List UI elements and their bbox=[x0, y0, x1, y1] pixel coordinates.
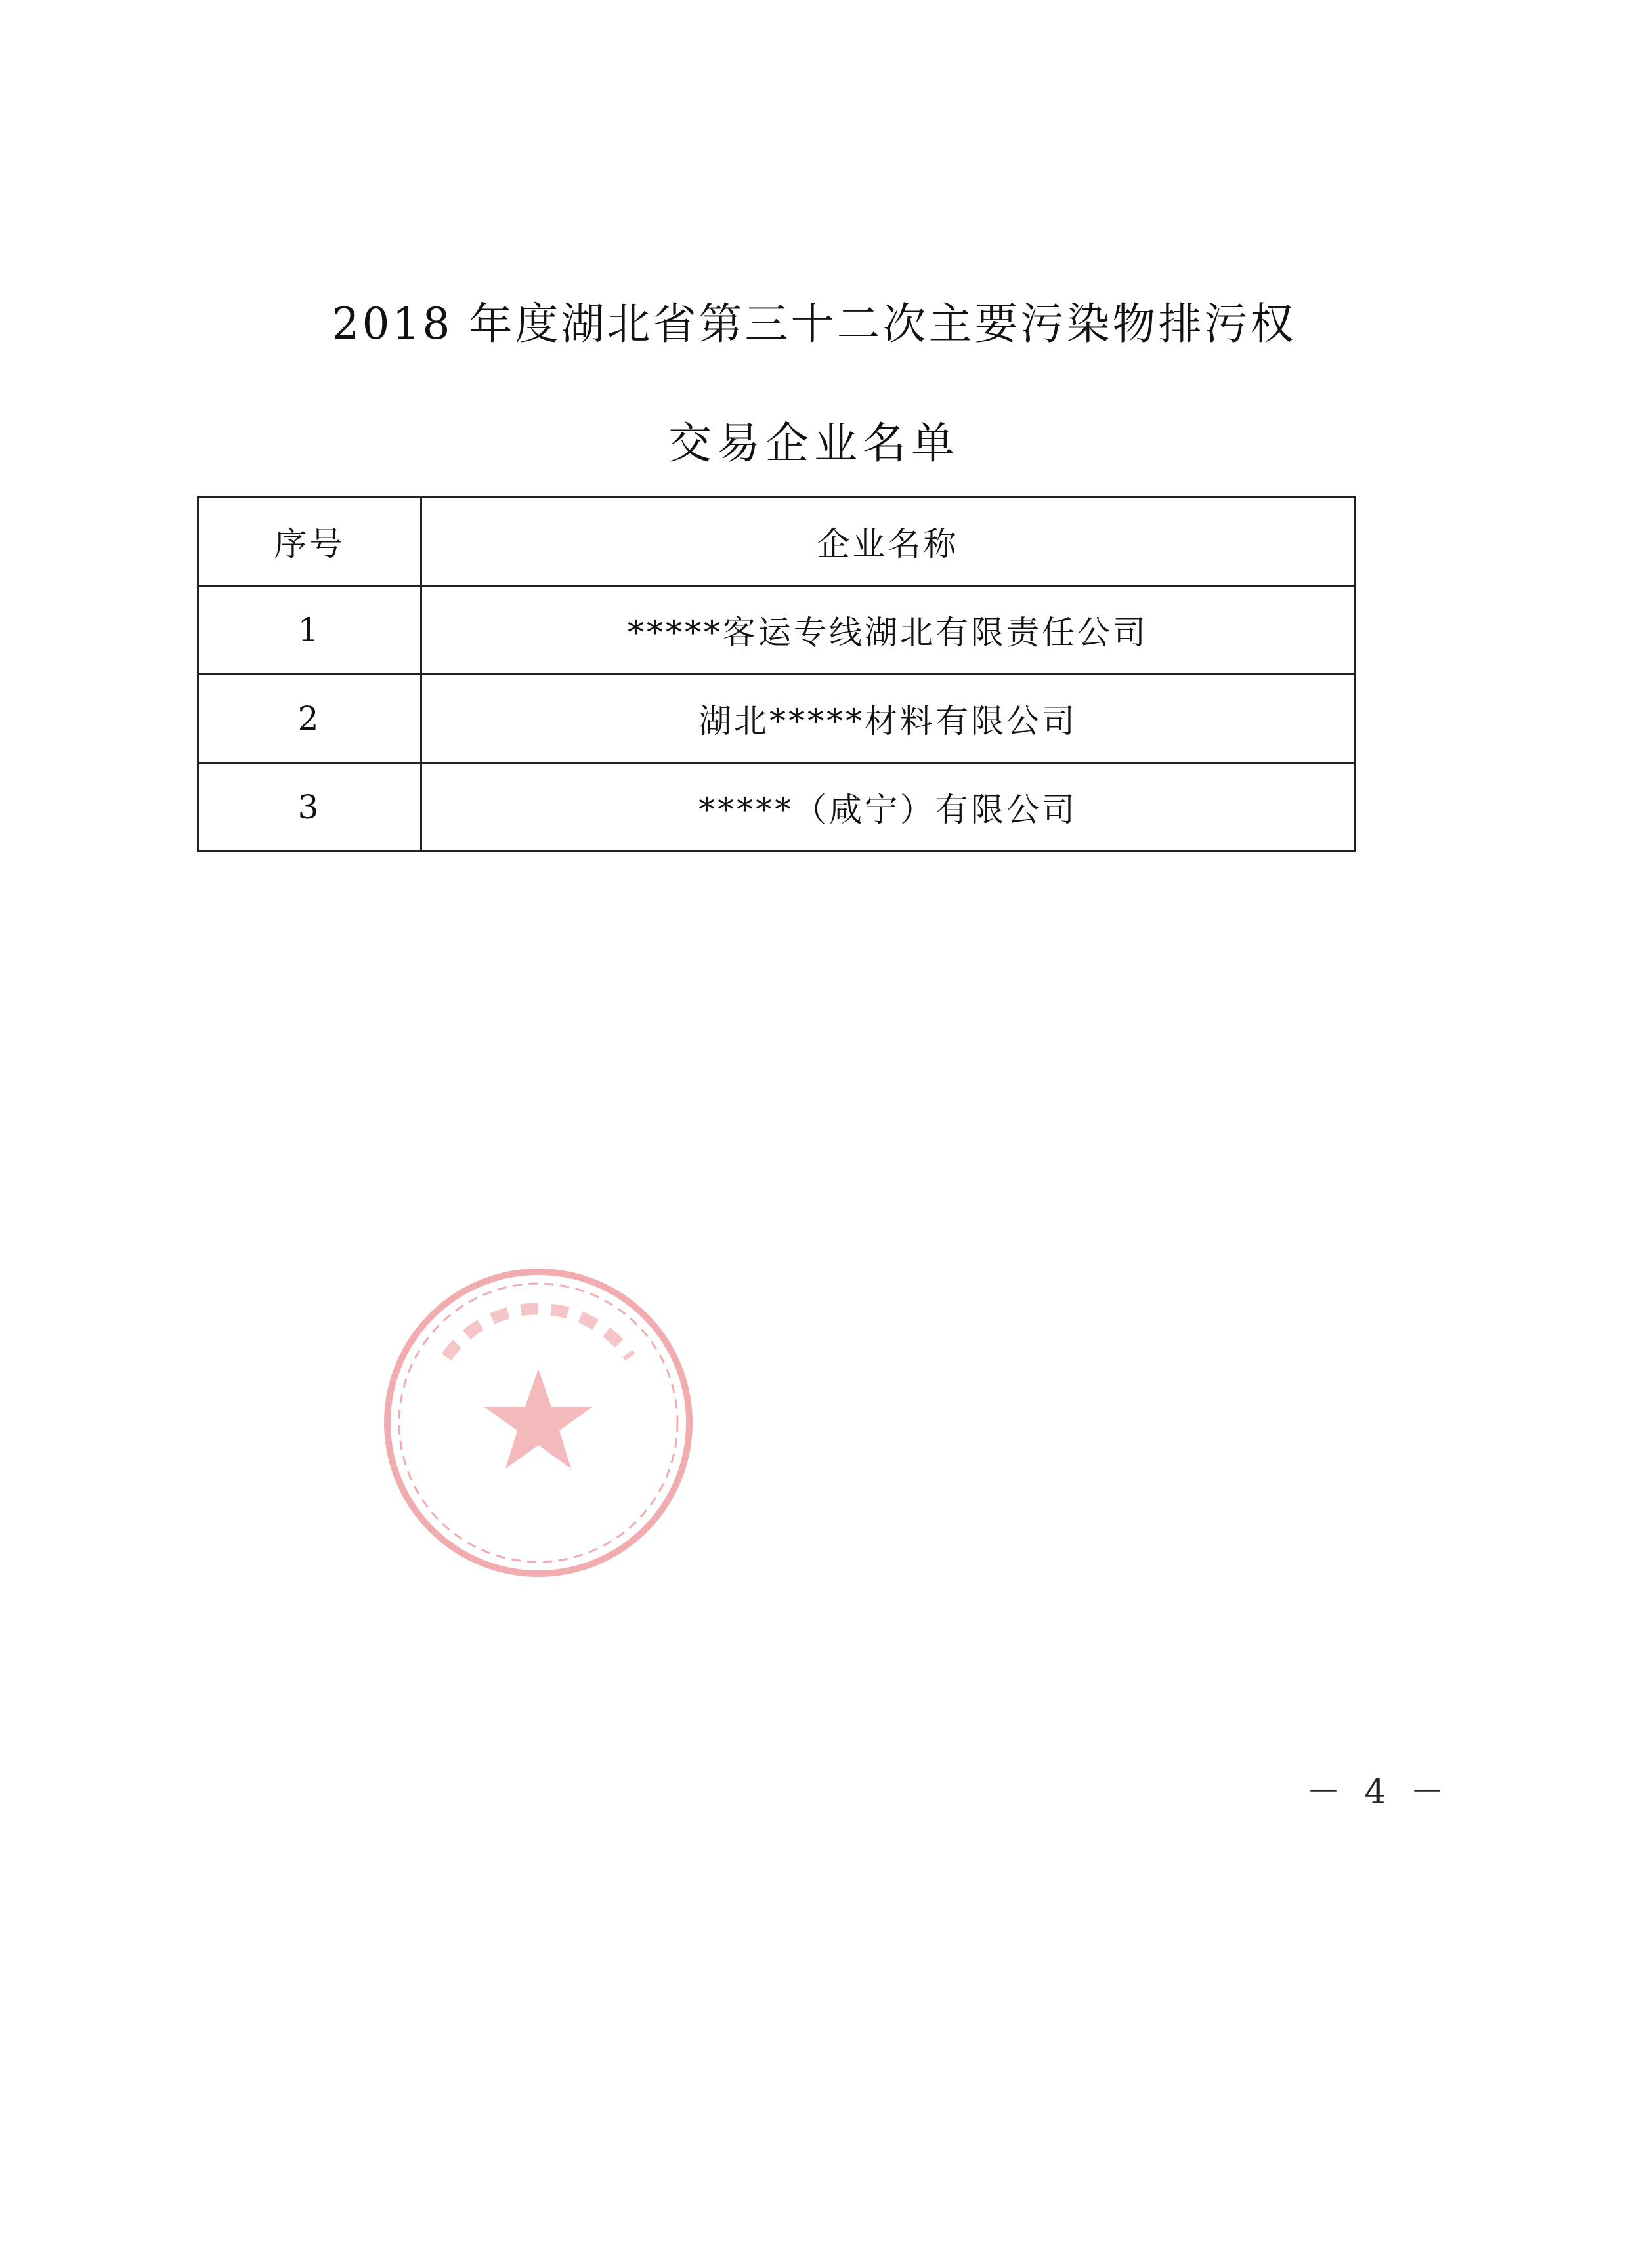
document-title-line-1: 2018 年度湖北省第三十二次主要污染物排污权 bbox=[332, 299, 1296, 349]
page-number: － 4 － bbox=[1306, 1773, 1451, 1812]
cell-company-name: *****客运专线湖北有限责任公司 bbox=[421, 586, 1355, 675]
table-row bbox=[198, 763, 1355, 852]
column-header-serial: 序号 bbox=[198, 497, 421, 586]
cell-serial: 3 bbox=[198, 763, 421, 852]
cell-company-name: *****（咸宁）有限公司 bbox=[421, 763, 1355, 852]
cell-serial: 2 bbox=[198, 675, 421, 763]
cell-serial: 1 bbox=[198, 586, 421, 675]
document-title-line-2: 交易企业名单 bbox=[668, 418, 960, 469]
table-row bbox=[198, 675, 1355, 763]
table-row bbox=[198, 586, 1355, 675]
column-header-company-name: 企业名称 bbox=[421, 497, 1355, 586]
cell-company-name: 湖北*****材料有限公司 bbox=[421, 675, 1355, 763]
enterprise-list-table bbox=[197, 496, 1356, 852]
table-header-row bbox=[198, 497, 1355, 586]
red-star-seal-icon bbox=[374, 1259, 702, 1587]
